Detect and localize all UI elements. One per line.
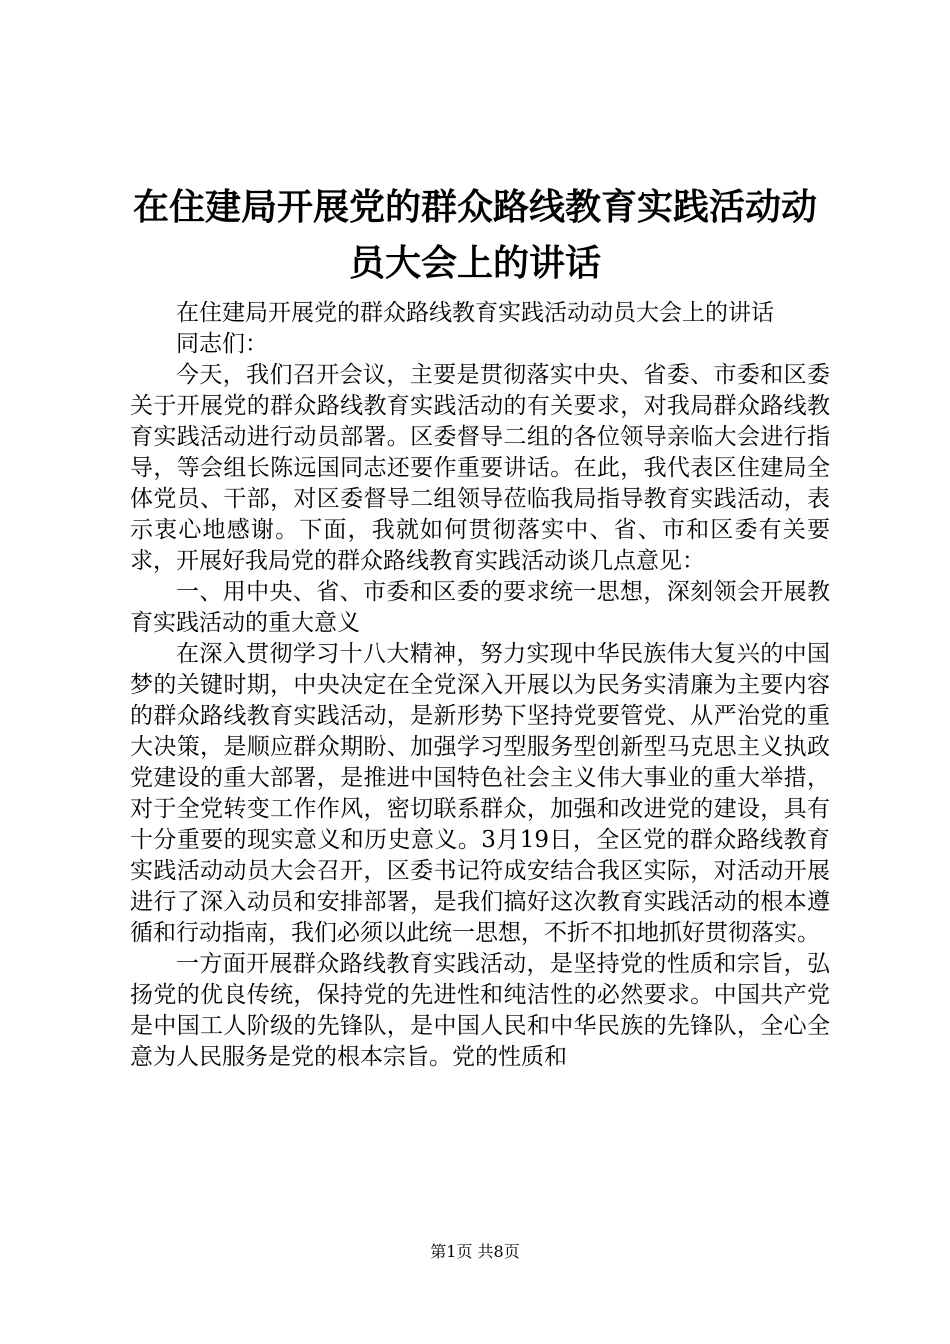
body-paragraph: 在深入贯彻学习十八大精神，努力实现中华民族伟大复兴的中国梦的关键时期，中央决定在全党深入开展以为民务实清廉为主要内容的群众路线教育实践活动，是新形势下坚持党要管党、从严治党的重大决策，是顺应群众期盼、加强学习型服务型创新型马克思主义执政党建设的重大部署，是推进中国特色社会主义伟大事业的重大举措，对于全党转变工作作风，密切联系群众，加强和改进党的建设，具有十分重要的现实意义和历史意义。3月19日，全区党的群众路线教育实践活动动员大会召开，区委书记符成安结合我区实际，对活动开展进行了深入动员和安排部署，是我们搞好这次教育实践活动的根本遵循和行动指南，我们必须以此统一思想，不折不扣地抓好贯彻落实。 [130, 641, 830, 946]
document-title: 在住建局开展党的群众路线教育实践活动动员大会上的讲话 [132, 187, 817, 284]
document-body [130, 298, 830, 1073]
body-paragraph: 在住建局开展党的群众路线教育实践活动动员大会上的讲话 [176, 300, 774, 326]
body-paragraph: 一、用中央、省、市委和区委的要求统一思想，深刻领会开展教育实践活动的重大意义 [130, 579, 830, 636]
page-number-footer: 第1页 共8页 [430, 1242, 520, 1261]
body-paragraph: 同志们： [176, 331, 268, 357]
body-paragraph: 今天，我们召开会议，主要是贯彻落实中央、省委、市委和区委关于开展党的群众路线教育实践活动的有关要求，对我局群众路线教育实践活动进行动员部署。区委督导二组的各位领导亲临大会进行指导，等会组长陈远国同志还要作重要讲话。在此，我代表区住建局全体党员、干部，对区委督导二组领导莅临我局指导教育实践活动，表示衷心地感谢。下面，我就如何贯彻落实中、省、市和区委有关要求，开展好我局党的群众路线教育实践活动谈几点意见： [130, 362, 830, 574]
body-paragraph: 一方面开展群众路线教育实践活动，是坚持党的性质和宗旨，弘扬党的优良传统，保持党的先进性和纯洁性的必然要求。中国共产党是中国工人阶级的先锋队，是中国人民和中华民族的先锋队，全心全意为人民服务是党的根本宗旨。党的性质和 [130, 951, 830, 1070]
